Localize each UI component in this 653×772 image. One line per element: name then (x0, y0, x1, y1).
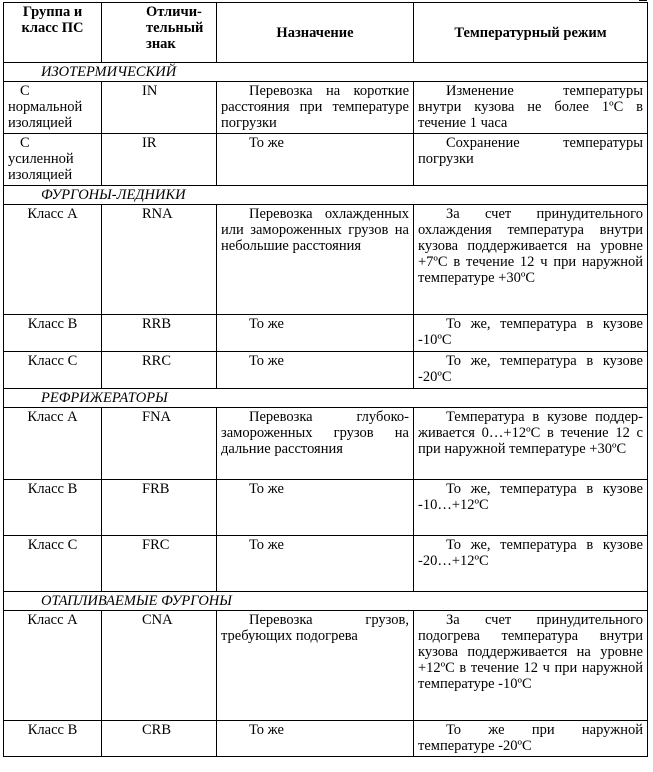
cell-temperature: То же, температура в кузове -10…+12ºС (414, 480, 648, 536)
cell-group: С усиленной изоляцией (4, 134, 102, 186)
cell-group: Класс А (4, 205, 102, 315)
cell-purpose: То же (217, 352, 414, 389)
table-row (4, 536, 648, 592)
cell-group: Класс В (4, 315, 102, 352)
cell-temperature: То же, температура в кузове -20…+12ºС (414, 536, 648, 592)
cell-group: Класс А (4, 611, 102, 721)
header-temperature: Температурный режим (414, 3, 648, 63)
cell-purpose: Перевозка на короткие расстояния при температуре погрузки (217, 82, 414, 134)
cell-mark: RRC (102, 352, 217, 389)
cell-temperature: Температура в кузове поддер- живается 0…+12ºС в течение 12 с при наружной температуре +30ºС (414, 408, 648, 480)
cell-temperature: За счет принудительного подогрева температура внутри кузова поддерживается на уровне +12ºС в течение 12 ч при наружной температуре -10ºС (414, 611, 648, 721)
cell-group: Класс В (4, 721, 102, 757)
cell-mark: CNA (102, 611, 217, 721)
cell-purpose: Перевозка охлажденных или замороженных грузов на небольшие расстояния (217, 205, 414, 315)
cell-mark: CRB (102, 721, 217, 757)
section-row-refrigerators (4, 389, 648, 408)
page-corner-mark (639, 0, 647, 1)
cell-mark: IR (102, 134, 217, 186)
cell-temperature: Сохранение температуры погрузки (414, 134, 648, 186)
header-row (4, 3, 648, 63)
cell-purpose: То же (217, 315, 414, 352)
table-row (4, 134, 648, 186)
table-row (4, 408, 648, 480)
cell-mark: IN (102, 82, 217, 134)
table-row (4, 611, 648, 721)
rolling-stock-table (3, 2, 648, 757)
section-title: ИЗОТЕРМИЧЕСКИЙ (4, 63, 648, 82)
cell-group: Класс С (4, 352, 102, 389)
table-row (4, 721, 648, 757)
table-row (4, 480, 648, 536)
cell-purpose: Перевозка грузов, требующих подогрева (217, 611, 414, 721)
table-row (4, 82, 648, 134)
cell-temperature: То же, температура в кузове -10ºС (414, 315, 648, 352)
cell-group: С нормальной изоляцией (4, 82, 102, 134)
cell-temperature: Изменение температуры внутри кузова не более 1ºС в течение 1 часа (414, 82, 648, 134)
header-purpose: Назначение (217, 3, 414, 63)
cell-purpose: Перевозка глубоко-замороженных грузов на дальние расстояния (217, 408, 414, 480)
section-title: РЕФРИЖЕРАТОРЫ (4, 389, 648, 408)
cell-mark: RNA (102, 205, 217, 315)
section-title: ФУРГОНЫ-ЛЕДНИКИ (4, 186, 648, 205)
header-group: Группа и класс ПС (4, 3, 102, 63)
cell-purpose: То же (217, 536, 414, 592)
cell-group: Класс В (4, 480, 102, 536)
cell-mark: FRB (102, 480, 217, 536)
cell-purpose: То же (217, 480, 414, 536)
header-mark: Отличи-тельный знак (102, 3, 217, 63)
section-row-ice-vans (4, 186, 648, 205)
section-row-heated-vans (4, 592, 648, 611)
table-row (4, 352, 648, 389)
cell-temperature: То же, температура в кузове -20ºС (414, 352, 648, 389)
section-row-isothermal (4, 63, 648, 82)
cell-group: Класс С (4, 536, 102, 592)
cell-group: Класс А (4, 408, 102, 480)
cell-mark: FRC (102, 536, 217, 592)
table-row (4, 205, 648, 315)
cell-temperature: За счет принудительного охлаждения температура внутри кузова поддерживается на уровне +7ºС в течение 12 ч при наружной температуре +30ºС (414, 205, 648, 315)
cell-purpose: То же (217, 134, 414, 186)
cell-mark: RRB (102, 315, 217, 352)
cell-temperature: То же при наружной температуре -20ºС (414, 721, 648, 757)
cell-mark: FNA (102, 408, 217, 480)
section-title: ОТАПЛИВАЕМЫЕ ФУРГОНЫ (4, 592, 648, 611)
table-row (4, 315, 648, 352)
cell-purpose: То же (217, 721, 414, 757)
